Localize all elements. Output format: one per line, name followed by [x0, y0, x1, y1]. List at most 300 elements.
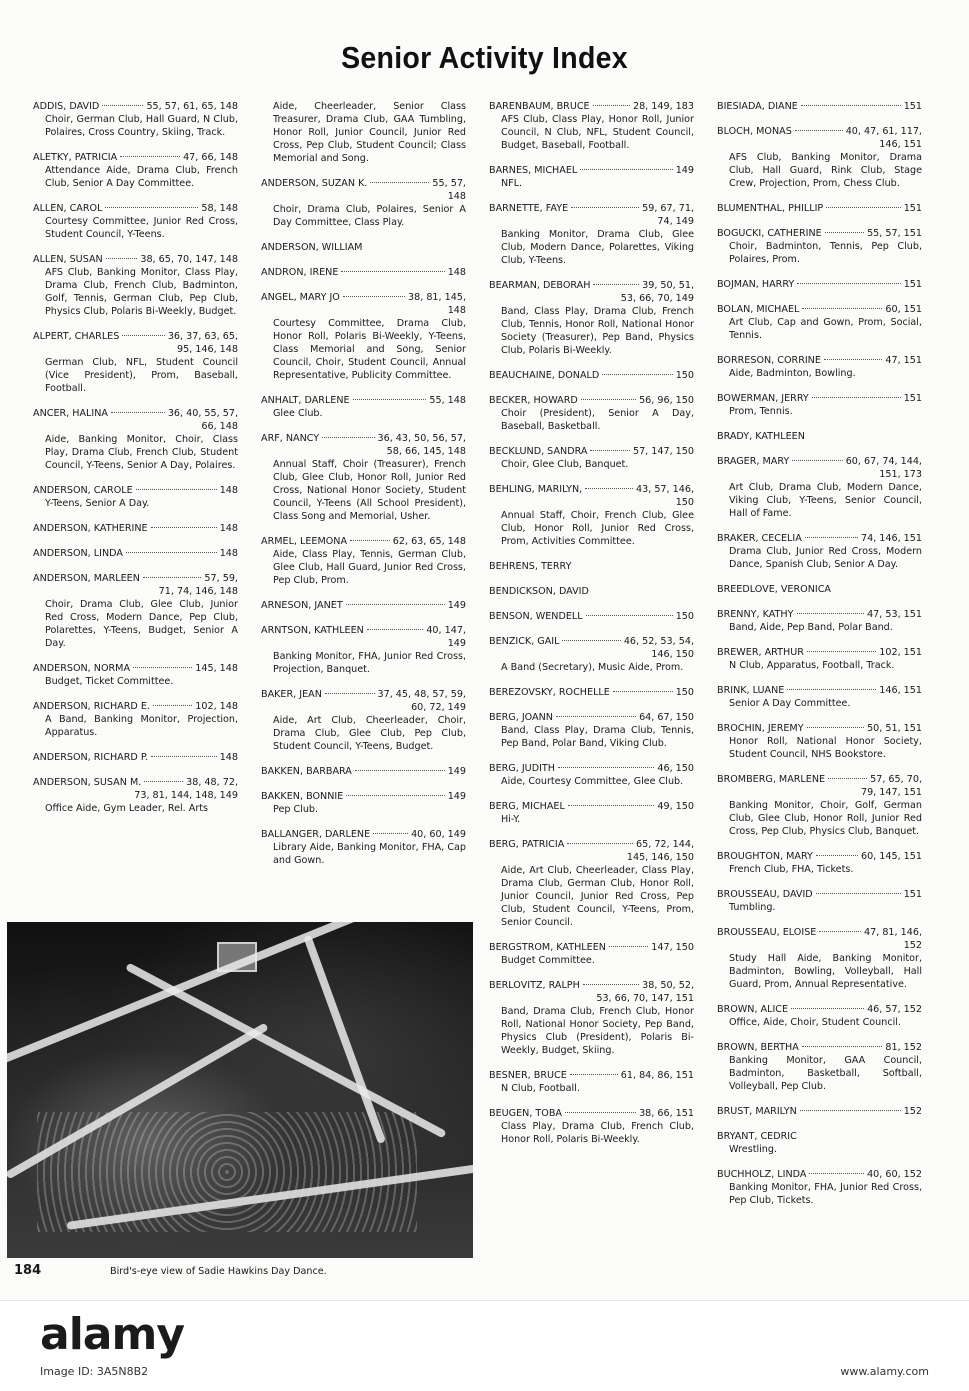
student-name: BERG, MICHAEL: [489, 801, 565, 812]
page-references-continued: 74, 149: [657, 216, 694, 227]
index-entry: [717, 646, 922, 672]
index-entry: [489, 610, 694, 623]
entry-heading: [261, 177, 466, 190]
page-references: 43, 57, 146,: [636, 484, 694, 495]
index-entry: [489, 560, 694, 573]
index-entry: [717, 1105, 922, 1118]
leader-dots: [346, 795, 444, 796]
page-references-continued: 73, 81, 144, 148, 149: [134, 790, 238, 801]
student-name: BEREZOVSKY, ROCHELLE: [489, 687, 610, 698]
student-name: BREEDLOVE, VERONICA: [717, 584, 831, 595]
student-name: ANDERSON, SUZAN K.: [261, 178, 368, 189]
page-references-continued: 145, 146, 150: [626, 852, 694, 863]
page-references-continued: 149: [447, 638, 466, 649]
index-entry: [33, 253, 238, 318]
activities-list: Annual Staff, Choir (Treasurer), French Club, Glee Club, Honor Roll, Junior Red Cross, National Honor Society, Student Council, Y-Teens (All School President), Class Song and Memorial, Usher.: [273, 459, 466, 522]
activities-list: A Band, Banking Monitor, Projection, Apparatus.: [45, 714, 238, 738]
student-name: BLUMENTHAL, PHILLIP: [717, 203, 824, 214]
entry-heading: [261, 291, 466, 304]
image-id: Image ID: 3A5N8B2: [40, 1365, 149, 1378]
leader-dots: [126, 552, 217, 553]
leader-dots: [802, 308, 882, 309]
page-references: 46, 52, 53, 54,: [623, 636, 694, 647]
page-references: 148: [219, 548, 238, 559]
activities-list: Y-Teens, Senior A Day.: [45, 498, 150, 509]
student-name: ANHALT, DARLENE: [261, 395, 350, 406]
page-references: 148: [219, 485, 238, 496]
activities-list: Annual Staff, Choir, French Club, Glee Club, Honor Roll, Junior Red Cross, Prom, Activities Committee.: [501, 510, 694, 547]
entry-heading: [33, 662, 238, 675]
leader-dots: [373, 833, 408, 834]
activities-list: AFS Club, Banking Monitor, Drama Club, Hall Guard, Rink Club, Stage Crew, Projection, Prom, Chess Club.: [729, 152, 922, 189]
activities-list: N Club, Football.: [501, 1083, 580, 1094]
entry-heading: [33, 100, 238, 113]
entry-heading: [489, 838, 694, 851]
leader-dots: [791, 1008, 864, 1009]
activities-list: Wrestling.: [729, 1144, 778, 1155]
index-entry: [717, 1168, 922, 1207]
index-entry: [33, 484, 238, 510]
activities-list: Aide, Courtesy Committee, Glee Club.: [501, 776, 684, 787]
index-entry: [261, 624, 466, 676]
index-entry: [489, 838, 694, 929]
leader-dots: [562, 640, 620, 641]
entry-heading: [489, 202, 694, 215]
index-entry: [261, 432, 466, 523]
entry-heading: [717, 926, 922, 939]
index-entry: [33, 572, 238, 650]
student-name: ANGEL, MARY JO: [261, 292, 340, 303]
student-name: BROUGHTON, MARY: [717, 851, 813, 862]
entry-heading: [261, 765, 466, 778]
entry-heading: [33, 572, 238, 585]
student-name: BERLOVITZ, RALPH: [489, 980, 580, 991]
leader-dots: [153, 705, 192, 706]
activities-list: Art Club, Cap and Gown, Prom, Social, Tennis.: [729, 317, 922, 341]
entry-heading: [717, 1130, 922, 1143]
index-entry: [489, 369, 694, 382]
leader-dots: [122, 335, 164, 336]
activities-list: Band, Drama Club, French Club, Honor Roll, National Honor Society, Pep Band, Physics Club (President), Polaris Bi-Weekly, Budget, Skiing.: [501, 1006, 694, 1056]
page-references: 149: [675, 165, 694, 176]
student-name: ALETKY, PATRICIA: [33, 152, 118, 163]
page-references-continued: 148: [447, 305, 466, 316]
watermark-footer: [0, 1300, 969, 1391]
entry-heading: [33, 407, 238, 420]
page-references: 60, 145, 151: [860, 851, 922, 862]
leader-dots: [812, 397, 901, 398]
activities-list: Courtesy Committee, Junior Red Cross, Student Council, Y-Teens.: [45, 216, 238, 240]
leader-dots: [341, 271, 444, 272]
activities-list: Aide, Banking Monitor, Choir, Class Play, Drama Club, French Club, Student Council, Y-Teens, Senior A Day, Polaires.: [45, 434, 238, 471]
index-entry: [489, 1069, 694, 1095]
page-references: 65, 72, 144,: [636, 839, 694, 850]
activities-list: Choir (President), Senior A Day, Baseball, Basketball.: [501, 408, 694, 432]
leader-dots: [816, 855, 858, 856]
entry-heading: [33, 330, 238, 343]
entry-heading: [717, 392, 922, 405]
leader-dots: [346, 604, 445, 605]
student-name: BARNETTE, FAYE: [489, 203, 569, 214]
entry-heading: [33, 522, 238, 535]
leader-dots: [370, 182, 429, 183]
index-entry: [261, 535, 466, 587]
page-references: 40, 60, 152: [867, 1169, 922, 1180]
page-references-continued: 60, 72, 149: [411, 702, 466, 713]
page-references: 49, 150: [657, 801, 694, 812]
index-column-4: [717, 100, 922, 1219]
leader-dots: [797, 613, 865, 614]
index-entry: [489, 445, 694, 471]
student-name: BENSON, WENDELL: [489, 611, 583, 622]
page-references-continued: 66, 148: [201, 421, 238, 432]
activities-list: Choir, Drama Club, Polaires, Senior A Day Committee, Class Play.: [273, 204, 466, 228]
entry-heading: [717, 583, 922, 596]
entry-heading: [261, 394, 466, 407]
student-name: BALLANGER, DARLENE: [261, 829, 371, 840]
page-references: 147, 150: [651, 942, 694, 953]
page-references-continued: 146, 151: [879, 139, 922, 150]
entry-heading: [489, 100, 694, 113]
activities-list: Budget Committee.: [501, 955, 595, 966]
index-entry: [261, 599, 466, 612]
entry-heading: [489, 686, 694, 699]
student-name: BECKER, HOWARD: [489, 395, 578, 406]
leader-dots: [824, 359, 882, 360]
activities-list: Aide, Class Play, Tennis, German Club, Glee Club, Hall Guard, Junior Red Cross, Pep Club, Prom.: [273, 549, 466, 586]
page-references: 102, 151: [879, 647, 922, 658]
student-name: BREWER, ARTHUR: [717, 647, 804, 658]
entry-heading: [717, 303, 922, 316]
page-references: 60, 151: [885, 304, 922, 315]
student-name: BROWN, ALICE: [717, 1004, 789, 1015]
page-references: 47, 81, 146,: [864, 927, 922, 938]
page-references-continued: 152: [903, 940, 922, 951]
page-references-continued: 151, 173: [879, 469, 922, 480]
activities-list: Glee Club.: [273, 408, 323, 419]
entry-heading: [33, 151, 238, 164]
page-references: 60, 67, 74, 144,: [845, 456, 922, 467]
student-name: ANDERSON, RICHARD P.: [33, 752, 149, 763]
page-references: 36, 40, 55, 57,: [167, 408, 238, 419]
activities-list: Courtesy Committee, Drama Club, Honor Roll, Polaris Bi-Weekly, Y-Teens, Class Memorial and Song, Senior Council, Choir, Student Council, Annual Representative, Publicity Committee.: [273, 318, 466, 381]
index-entry: [717, 583, 922, 596]
activities-list: AFS Club, Banking Monitor, Class Play, Drama Club, French Club, Badminton, Golf, Tennis, German Club, Pep Club, Physics Club, Polaris Bi-Weekly, Budget.: [45, 267, 238, 317]
page-references: 150: [675, 611, 694, 622]
activities-list: NFL.: [501, 178, 523, 189]
entry-heading: [489, 941, 694, 954]
student-name: BERGSTROM, KATHLEEN: [489, 942, 606, 953]
page-references: 55, 148: [429, 395, 466, 406]
index-entry: [33, 776, 238, 815]
page-references: 47, 53, 151: [867, 609, 922, 620]
page-references: 57, 59,: [204, 573, 238, 584]
page-references: 149: [447, 600, 466, 611]
leader-dots: [807, 727, 864, 728]
entry-heading: [489, 800, 694, 813]
student-name: ARNTSON, KATHLEEN: [261, 625, 364, 636]
index-entry: [717, 202, 922, 215]
page-references: 151: [903, 889, 922, 900]
alamy-logo: alamy: [40, 1309, 184, 1360]
entry-heading: [489, 711, 694, 724]
entry-heading: [489, 369, 694, 382]
leader-dots: [795, 130, 843, 131]
student-name: ANDERSON, KATHERINE: [33, 523, 148, 534]
entry-heading: [717, 1105, 922, 1118]
page-references: 149: [447, 791, 466, 802]
leader-dots: [580, 169, 672, 170]
leader-dots: [602, 374, 672, 375]
entry-heading: [717, 608, 922, 621]
index-entry: [717, 100, 922, 113]
entry-heading: [717, 1041, 922, 1054]
student-name: ARNESON, JANET: [261, 600, 343, 611]
student-name: BEARMAN, DEBORAH: [489, 280, 591, 291]
page-references: 38, 50, 52,: [642, 980, 694, 991]
activities-list: Banking Monitor, FHA, Junior Red Cross, Projection, Banquet.: [273, 651, 466, 675]
entry-heading: [717, 1003, 922, 1016]
entry-heading: [489, 610, 694, 623]
index-entry: [489, 202, 694, 267]
entry-heading: [717, 202, 922, 215]
page-references: 36, 43, 50, 56, 57,: [377, 433, 466, 444]
page-references: 50, 51, 151: [867, 723, 922, 734]
entry-heading: [33, 202, 238, 215]
page-references-continued: 53, 66, 70, 149: [620, 293, 694, 304]
page-references: 151: [903, 279, 922, 290]
leader-dots: [593, 284, 639, 285]
leader-dots: [151, 527, 217, 528]
page-references: 55, 57, 61, 65, 148: [146, 101, 238, 112]
leader-dots: [558, 767, 654, 768]
entry-heading: [489, 762, 694, 775]
entry-heading: [717, 278, 922, 291]
index-entry: [489, 394, 694, 433]
student-name: ANCER, HALINA: [33, 408, 108, 419]
leader-dots: [350, 540, 390, 541]
student-name: BAKER, JEAN: [261, 689, 322, 700]
leader-dots: [819, 931, 861, 932]
leader-dots: [586, 615, 673, 616]
page-references: 59, 67, 71,: [642, 203, 694, 214]
page-references: 46, 150: [657, 763, 694, 774]
leader-dots: [133, 667, 192, 668]
leader-dots: [565, 1112, 636, 1113]
index-entry: [33, 751, 238, 764]
activities-list: Choir, German Club, Hall Guard, N Club, Polaires, Cross Country, Skiing, Track.: [45, 114, 238, 138]
index-entry: [489, 585, 694, 598]
student-name: BERG, JUDITH: [489, 763, 555, 774]
leader-dots: [343, 296, 405, 297]
leader-dots: [567, 843, 633, 844]
student-name: BEHRENS, TERRY: [489, 561, 572, 572]
page-references-continued: 150: [675, 497, 694, 508]
entry-heading: [489, 164, 694, 177]
page-references: 55, 57,: [432, 178, 466, 189]
student-name: ARF, NANCY: [261, 433, 320, 444]
activities-list: Band, Class Play, Drama Club, French Club, Tennis, Honor Roll, National Honor Society (Treasurer), Pep Band, Physics Club, Polaris Bi-Weekly.: [501, 306, 694, 356]
activities-list: Band, Class Play, Drama Club, Tennis, Pep Band, Polar Band, Viking Club.: [501, 725, 694, 749]
page-references: 46, 57, 152: [867, 1004, 922, 1015]
entry-heading: [261, 599, 466, 612]
page-references: 61, 84, 86, 151: [620, 1070, 694, 1081]
index-entry: [489, 686, 694, 699]
leader-dots: [809, 1173, 864, 1174]
page-references: 37, 45, 48, 57, 59,: [377, 689, 466, 700]
index-entry: [717, 722, 922, 761]
entry-heading: [261, 535, 466, 548]
student-name: ANDERSON, CAROLE: [33, 485, 133, 496]
student-name: BOJMAN, HARRY: [717, 279, 795, 290]
student-name: ADDIS, DAVID: [33, 101, 100, 112]
entry-heading: [717, 455, 922, 468]
leader-dots: [136, 489, 217, 490]
index-entry: [261, 765, 466, 778]
student-name: ALLEN, SUSAN: [33, 254, 103, 265]
index-entry: [489, 1107, 694, 1146]
entry-heading: [717, 850, 922, 863]
page-references: 38, 66, 151: [639, 1108, 694, 1119]
activities-list: Senior A Day Committee.: [729, 698, 851, 709]
index-entry: [717, 1003, 922, 1029]
page-references: 57, 147, 150: [632, 446, 694, 457]
leader-dots: [571, 207, 639, 208]
page-references: 40, 147,: [426, 625, 466, 636]
entry-heading: [489, 979, 694, 992]
student-name: BENDICKSON, DAVID: [489, 586, 589, 597]
student-name: ANDERSON, LINDA: [33, 548, 123, 559]
leader-dots: [144, 781, 183, 782]
entry-heading: [717, 227, 922, 240]
student-name: BRENNY, KATHY: [717, 609, 794, 620]
entry-heading: [33, 253, 238, 266]
entry-heading: [717, 773, 922, 786]
activities-list: Banking Monitor, Drama Club, Glee Club, Modern Dance, Polarettes, Viking Club, Y-Teens.: [501, 229, 694, 266]
crowd: [37, 1112, 417, 1232]
activities-list: Aide, Art Club, Cheerleader, Choir, Drama Club, Glee Club, Pep Club, Student Council, Y-Teens, Budget.: [273, 715, 466, 752]
student-name: BOLAN, MICHAEL: [717, 304, 800, 315]
leader-dots: [590, 450, 630, 451]
index-entry: [33, 151, 238, 190]
entry-heading: [717, 888, 922, 901]
leader-dots: [353, 399, 427, 400]
page-references: 62, 63, 65, 148: [392, 536, 466, 547]
leader-dots: [828, 778, 867, 779]
activities-list: Class Play, Drama Club, French Club, Honor Roll, Polaris Bi-Weekly.: [501, 1121, 694, 1145]
index-entry: [717, 278, 922, 291]
activities-list: Banking Monitor, Choir, Golf, German Club, Glee Club, Honor Roll, Junior Red Cross, Pep Club, Physics Club, Banquet.: [729, 800, 922, 837]
index-entry: [261, 241, 466, 254]
page-references-continued: 148: [447, 191, 466, 202]
activities-list: Drama Club, Junior Red Cross, Modern Dance, Spanish Club, Senior A Day.: [729, 546, 922, 570]
index-entry: [489, 800, 694, 826]
leader-dots: [826, 207, 900, 208]
page-references: 36, 37, 63, 65,: [167, 331, 238, 342]
index-entry: [717, 926, 922, 991]
student-name: BOWERMAN, JERRY: [717, 393, 809, 404]
index-entry: [489, 483, 694, 548]
entry-heading: [261, 790, 466, 803]
student-name: BEUGEN, TOBA: [489, 1108, 562, 1119]
student-name: BRYANT, CEDRIC: [717, 1131, 797, 1142]
leader-dots: [322, 437, 374, 438]
activities-list: Tumbling.: [729, 902, 776, 913]
index-entry: [33, 662, 238, 688]
index-entry: [33, 407, 238, 472]
student-name: BRADY, KATHLEEN: [717, 431, 805, 442]
leader-dots: [613, 691, 673, 692]
student-name: BROCHIN, JEREMY: [717, 723, 804, 734]
activities-list: Budget, Ticket Committee.: [45, 676, 174, 687]
activities-list: Aide, Art Club, Cheerleader, Class Play, Drama Club, German Club, Honor Roll, Junior Council, Junior Red Cross, Pep Club, Student Council, Y-Teens, Prom, Senior Council.: [501, 865, 694, 928]
page-references: 38, 48, 72,: [186, 777, 238, 788]
entry-heading: [717, 684, 922, 697]
student-name: BRUST, MARILYN: [717, 1106, 797, 1117]
leader-dots: [106, 258, 138, 259]
page-references-continued: 95, 146, 148: [176, 344, 238, 355]
student-name: ANDERSON, SUSAN M.: [33, 777, 142, 788]
entry-heading: [717, 430, 922, 443]
leader-dots: [825, 232, 864, 233]
index-entry: [261, 177, 466, 229]
activities-list: Attendance Aide, Drama Club, French Club, Senior A Day Committee.: [45, 165, 238, 189]
activities-list: AFS Club, Class Play, Honor Roll, Junior Council, N Club, NFL, Student Council, Budget, Baseball, Football.: [501, 114, 694, 151]
leader-dots: [797, 283, 900, 284]
activities-list: Hi-Y.: [501, 814, 521, 825]
page-references-continued: 79, 147, 151: [860, 787, 922, 798]
page-references: 148: [447, 267, 466, 278]
entry-heading: [489, 1107, 694, 1120]
activities-list: Library Aide, Banking Monitor, FHA, Cap and Gown.: [273, 842, 466, 866]
page-references: 40, 47, 61, 117,: [845, 126, 922, 137]
student-name: ANDERSON, NORMA: [33, 663, 131, 674]
student-name: BOGUCKI, CATHERINE: [717, 228, 822, 239]
index-entry: [489, 941, 694, 967]
activities-list: Choir, Badminton, Tennis, Pep Club, Polaires, Prom.: [729, 241, 922, 265]
student-name: BRAKER, CECELIA: [717, 533, 802, 544]
student-name: BLOCH, MONAS: [717, 126, 792, 137]
page-references-continued: 146, 150: [651, 649, 694, 660]
page-references: 57, 65, 70,: [870, 774, 922, 785]
index-entry: [261, 100, 466, 165]
page-references: 39, 50, 51,: [642, 280, 694, 291]
entry-heading: [717, 1168, 922, 1181]
index-column-1: [33, 100, 238, 827]
entry-heading: [261, 624, 466, 637]
index-entry: [261, 688, 466, 753]
entry-heading: [717, 354, 922, 367]
activities-list: Prom, Tennis.: [729, 406, 793, 417]
page-references: 64, 67, 150: [639, 712, 694, 723]
student-name: BEHLING, MARILYN,: [489, 484, 583, 495]
entry-heading: [717, 532, 922, 545]
page-references: 47, 66, 148: [183, 152, 238, 163]
leader-dots: [805, 537, 858, 538]
student-name: BUCHHOLZ, LINDA: [717, 1169, 807, 1180]
page-references: 47, 151: [885, 355, 922, 366]
entry-heading: [261, 266, 466, 279]
student-name: BERG, JOANN: [489, 712, 553, 723]
student-name: BARENBAUM, BRUCE: [489, 101, 590, 112]
student-name: ALPERT, CHARLES: [33, 331, 120, 342]
activities-list: French Club, FHA, Tickets.: [729, 864, 854, 875]
index-entry: [717, 684, 922, 710]
entry-heading: [489, 635, 694, 648]
entry-heading: [261, 828, 466, 841]
entry-heading: [261, 432, 466, 445]
leader-dots: [367, 629, 423, 630]
